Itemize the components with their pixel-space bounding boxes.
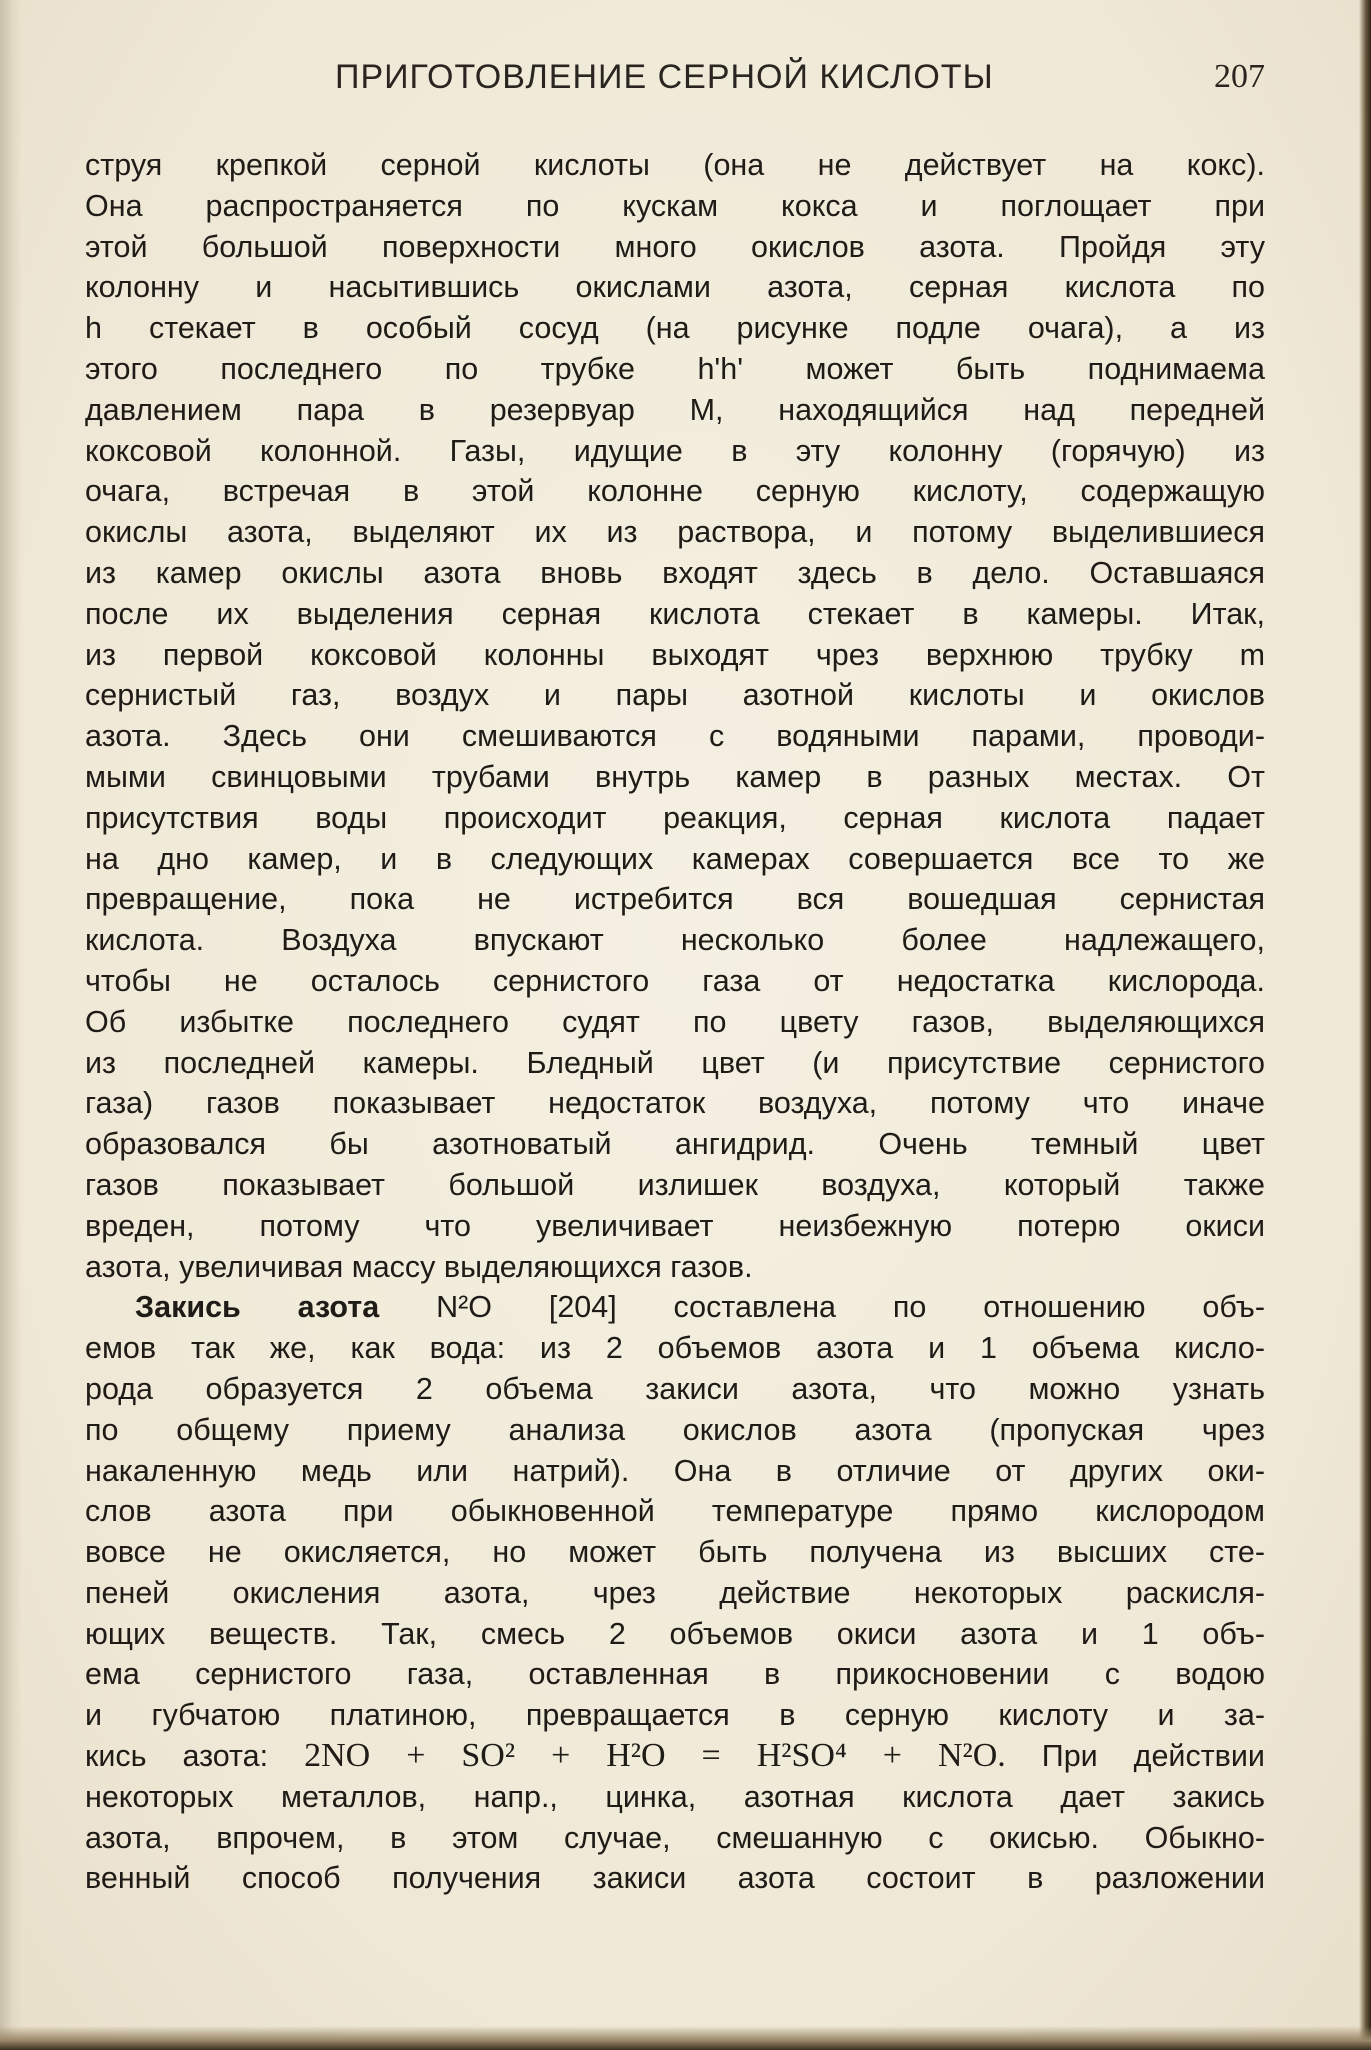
text-line: колонну и насытившись окислами азота, серная кислота по [85, 270, 1265, 305]
text-line: и губчатою платиною, превращается в серную кислоту и за- [85, 1698, 1265, 1733]
text-line: после их выделения серная кислота стекает в камеры. Итак, [85, 596, 1265, 631]
text-line: емов так же, как вода: из 2 объемов азота и 1 объема кисло- [85, 1331, 1265, 1366]
text-line: ющих веществ. Так, смесь 2 объемов окиси азота и 1 объ- [85, 1616, 1265, 1651]
text-line [85, 1287, 1265, 1328]
text-line: рода образуется 2 объема закиси азота, что можно узнать [85, 1371, 1265, 1406]
text-line: из первой коксовой колонны выходят чрез верхнюю трубку m [85, 637, 1265, 672]
text-line: Она распространяется по кускам кокса и поглощает при [85, 188, 1265, 223]
text-line: превращение, пока не истребится вся вошедшая сернистая [85, 882, 1265, 917]
text-line: ема сернистого газа, оставленная в прикосновении с водою [85, 1657, 1265, 1692]
running-title: ПРИГОТОВЛЕНИЕ СЕРНОЙ КИСЛОТЫ [335, 58, 994, 96]
text-line: струя крепкой серной кислоты (она не действует на кокс). [85, 148, 1265, 182]
page-number: 207 [1214, 58, 1265, 95]
text-line: h стекает в особый сосуд (на рисунке подле очага), а из [85, 311, 1265, 346]
paragraph-2 [85, 1287, 1265, 1899]
text-line: присутствия воды происходит реакция, серная кислота падает [85, 800, 1265, 835]
text-line: азота, увеличивая массу выделяющихся газов. [85, 1249, 753, 1284]
text-line: венный способ получения закиси азота состоит в разложении [85, 1861, 1265, 1896]
formula-trail: При действии [1041, 1739, 1265, 1774]
text-line: азота. Здесь они смешиваются с водяными парами, проводи- [85, 719, 1265, 754]
text-line: давлением пара в резервуар M, находящийся над передней [85, 392, 1265, 427]
paragraph-2-tail [85, 1777, 1265, 1899]
text-line: газов показывает большой излишек воздуха, который также [85, 1167, 1265, 1202]
page-header [85, 58, 1265, 106]
page-gutter-shadow [0, 0, 22, 2050]
formula-lead: кись азота: [85, 1739, 269, 1774]
text-line: окислы азота, выделяют их из раствора, и потому выделившиеся [85, 515, 1265, 550]
text-line: из последней камеры. Бледный цвет (и присутствие сернистого [85, 1045, 1265, 1080]
text-line: накаленную медь или натрий). Она в отличие от других оки- [85, 1453, 1265, 1488]
page-right-edge [1359, 0, 1371, 2050]
text-line: этой большой поверхности много окислов азота. Пройдя эту [85, 229, 1265, 264]
text-line: вовсе не окисляется, но может быть получена из высших сте- [85, 1535, 1265, 1570]
text-line-formula [85, 1736, 1265, 1777]
text-line: коксовой колонной. Газы, идущие в эту колонну (горячую) из [85, 433, 1265, 468]
text-line: образовался бы азотноватый ангидрид. Очень темный цвет [85, 1127, 1265, 1162]
text-line: газа) газов показывает недостаток воздуха, потому что иначе [85, 1086, 1265, 1121]
text-line: Об избытке последнего судят по цвету газов, выделяющихся [85, 1004, 1265, 1039]
text-line: чтобы не осталось сернистого газа от недостатка кислорода. [85, 963, 1265, 998]
paragraph-2-lines [85, 1328, 1265, 1736]
text-line: сернистый газ, воздух и пары азотной кислоты и окислов [85, 678, 1265, 713]
text-line: некоторых металлов, напр., цинка, азотная кислота дает закись [85, 1779, 1265, 1814]
text-line: на дно камер, и в следующих камерах совершается все то же [85, 841, 1265, 876]
text-line: кислота. Воздуха впускают несколько более надлежащего, [85, 923, 1265, 958]
chemical-equation: 2NO + SO² + H²O = H²SO⁴ + N²O. [304, 1737, 1006, 1775]
text-line: слов азота при обыкновенной температуре прямо кислородом [85, 1494, 1265, 1529]
text-line-rest: N²O [204] составлена по отношению объ- [436, 1290, 1265, 1325]
text-line: пеней окисления азота, чрез действие некоторых раскисля- [85, 1575, 1265, 1610]
text-line: по общему приему анализа окислов азота (пропуская чрез [85, 1412, 1265, 1447]
text-line: очага, встречая в этой колонне серную кислоту, содержащую [85, 474, 1265, 509]
text-line: мыми свинцовыми трубами внутрь камер в разных местах. От [85, 759, 1265, 794]
text-line: этого последнего по трубке h'h' может быть поднимаема [85, 351, 1265, 386]
page-bottom-edge [0, 2026, 1371, 2050]
paragraph-1 [85, 145, 1265, 1287]
text-line: азота, впрочем, в этом случае, смешанную с окисью. Обыкно- [85, 1820, 1265, 1855]
text-line: вреден, потому что увеличивает неизбежную потерю окиси [85, 1208, 1265, 1243]
text-line: из камер окислы азота вновь входят здесь в дело. Оставшаяся [85, 555, 1265, 590]
term-nitrous-oxide: Закись азота [135, 1290, 380, 1325]
page-body [85, 145, 1265, 1899]
